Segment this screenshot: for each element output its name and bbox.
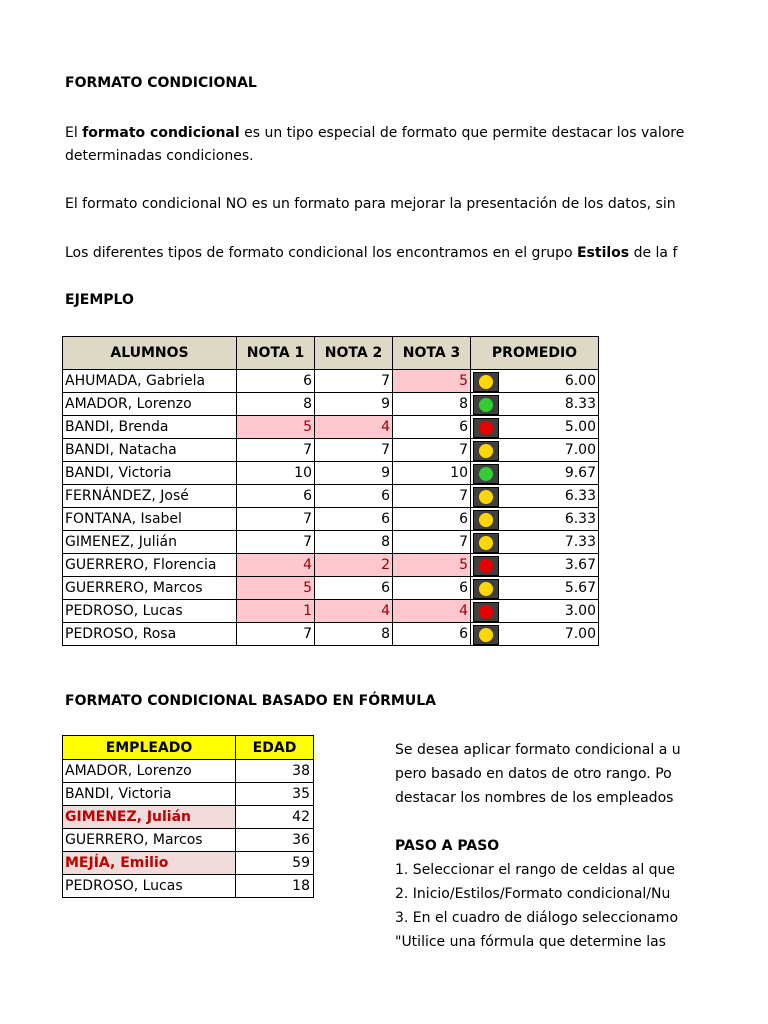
traffic-light-icon: [473, 556, 499, 576]
student-name-cell: PEDROSO, Rosa: [63, 623, 237, 646]
grade-cell: 6: [393, 416, 471, 439]
employee-name-cell: PEDROSO, Lucas: [63, 875, 236, 898]
grade-cell: 6: [393, 577, 471, 600]
average-value: 8.33: [564, 396, 596, 412]
green-light-icon: [479, 398, 493, 412]
average-value: 3.67: [564, 557, 596, 573]
red-light-icon: [479, 421, 493, 435]
table-row: [63, 485, 599, 508]
header-edad: EDAD: [236, 736, 314, 760]
average-cell: [471, 393, 599, 416]
table-row: [63, 508, 599, 531]
average-cell: [471, 508, 599, 531]
table-row: [63, 600, 599, 623]
grades-header-row: [63, 337, 599, 370]
average-cell: [471, 370, 599, 393]
employees-table: [62, 735, 314, 898]
paragraph-1-bold: formato condicional: [82, 125, 240, 141]
employee-name-cell: MEJÍA, Emilio: [63, 852, 236, 875]
employee-name-cell: GIMENEZ, Julián: [63, 806, 236, 829]
paragraph-3-post: de la f: [629, 245, 678, 261]
table-row: [63, 370, 599, 393]
header-alumnos: ALUMNOS: [63, 337, 237, 370]
grade-cell: 8: [315, 531, 393, 554]
grade-cell: 7: [393, 485, 471, 508]
student-name-cell: FONTANA, Isabel: [63, 508, 237, 531]
yellow-light-icon: [479, 536, 493, 550]
table-row: [63, 783, 314, 806]
paragraph-1-post: es un tipo especial de formato que permite destacar los valore: [239, 125, 685, 141]
table-row: [63, 554, 599, 577]
header-nota2: NOTA 2: [315, 337, 393, 370]
paragraph-2: El formato condicional NO es un formato para mejorar la presentación de los datos, sin: [65, 196, 676, 212]
student-name-cell: BANDI, Brenda: [63, 416, 237, 439]
paragraph-1-pre: El: [65, 125, 83, 141]
student-name-cell: PEDROSO, Lucas: [63, 600, 237, 623]
average-value: 7.33: [564, 534, 596, 550]
traffic-light-icon: [473, 418, 499, 438]
average-value: 6.33: [564, 511, 596, 527]
traffic-light-icon: [473, 510, 499, 530]
grade-cell: 5: [237, 416, 315, 439]
employee-age-cell: 38: [236, 760, 314, 783]
grade-cell: 4: [237, 554, 315, 577]
grade-cell: 6: [315, 485, 393, 508]
right-text-line-2: pero basado en datos de otro rango. Po: [395, 766, 672, 782]
employee-age-cell: 18: [236, 875, 314, 898]
average-value: 7.00: [564, 626, 596, 642]
step-3: 3. En el cuadro de diálogo seleccionamo: [395, 910, 679, 926]
employee-name-cell: AMADOR, Lorenzo: [63, 760, 236, 783]
traffic-light-icon: [473, 395, 499, 415]
header-nota3: NOTA 3: [393, 337, 471, 370]
average-value: 3.00: [564, 603, 596, 619]
grade-cell: 9: [315, 462, 393, 485]
average-value: 6.00: [564, 373, 596, 389]
average-cell: [471, 462, 599, 485]
average-cell: [471, 554, 599, 577]
grade-cell: 7: [315, 439, 393, 462]
employee-name-cell: BANDI, Victoria: [63, 783, 236, 806]
grade-cell: 7: [393, 531, 471, 554]
paragraph-1-line-2: determinadas condiciones.: [65, 148, 254, 164]
grade-cell: 10: [237, 462, 315, 485]
grade-cell: 7: [393, 439, 471, 462]
grade-cell: 5: [393, 554, 471, 577]
grade-cell: 4: [315, 600, 393, 623]
average-cell: [471, 623, 599, 646]
paragraph-1-line-1: [65, 124, 684, 142]
grade-cell: 6: [315, 577, 393, 600]
table-row: [63, 760, 314, 783]
employee-age-cell: 36: [236, 829, 314, 852]
header-promedio: PROMEDIO: [471, 337, 599, 370]
table-row: [63, 393, 599, 416]
grade-cell: 8: [237, 393, 315, 416]
average-cell: [471, 439, 599, 462]
table-row: [63, 875, 314, 898]
student-name-cell: GUERRERO, Marcos: [63, 577, 237, 600]
table-row: [63, 416, 599, 439]
student-name-cell: AHUMADA, Gabriela: [63, 370, 237, 393]
grade-cell: 8: [315, 623, 393, 646]
right-text-line-1: Se desea aplicar formato condicional a u: [395, 742, 681, 758]
table-row: [63, 439, 599, 462]
step-1: 1. Seleccionar el rango de celdas al que: [395, 862, 676, 878]
student-name-cell: BANDI, Natacha: [63, 439, 237, 462]
employee-age-cell: 42: [236, 806, 314, 829]
grade-cell: 7: [237, 439, 315, 462]
grades-table: [62, 336, 599, 646]
yellow-light-icon: [479, 375, 493, 389]
grade-cell: 6: [237, 485, 315, 508]
average-cell: [471, 577, 599, 600]
average-cell: [471, 485, 599, 508]
yellow-light-icon: [479, 444, 493, 458]
employee-name-cell: GUERRERO, Marcos: [63, 829, 236, 852]
grade-cell: 6: [237, 370, 315, 393]
grade-cell: 7: [315, 370, 393, 393]
right-text-line-3: destacar los nombres de los empleados: [395, 790, 674, 806]
grade-cell: 8: [393, 393, 471, 416]
student-name-cell: BANDI, Victoria: [63, 462, 237, 485]
table-row: [63, 462, 599, 485]
grade-cell: 7: [237, 623, 315, 646]
student-name-cell: AMADOR, Lorenzo: [63, 393, 237, 416]
header-nota1: NOTA 1: [237, 337, 315, 370]
yellow-light-icon: [479, 513, 493, 527]
grade-cell: 9: [315, 393, 393, 416]
student-name-cell: GIMENEZ, Julián: [63, 531, 237, 554]
student-name-cell: GUERRERO, Florencia: [63, 554, 237, 577]
average-value: 6.33: [564, 488, 596, 504]
yellow-light-icon: [479, 582, 493, 596]
page-title: FORMATO CONDICIONAL: [65, 75, 257, 91]
average-value: 5.67: [564, 580, 596, 596]
traffic-light-icon: [473, 441, 499, 461]
traffic-light-icon: [473, 464, 499, 484]
average-cell: [471, 600, 599, 623]
average-value: 9.67: [564, 465, 596, 481]
student-name-cell: FERNÁNDEZ, José: [63, 485, 237, 508]
paragraph-3-bold: Estilos: [576, 245, 630, 261]
grade-cell: 1: [237, 600, 315, 623]
table-row: [63, 577, 599, 600]
average-cell: [471, 531, 599, 554]
yellow-light-icon: [479, 628, 493, 642]
formula-heading: FORMATO CONDICIONAL BASADO EN FÓRMULA: [65, 693, 436, 709]
average-value: 7.00: [564, 442, 596, 458]
traffic-light-icon: [473, 579, 499, 599]
traffic-light-icon: [473, 372, 499, 392]
paragraph-3-pre: Los diferentes tipos de formato condicional los encontramos en el grupo: [65, 245, 577, 261]
grade-cell: 6: [315, 508, 393, 531]
paso-a-paso-heading: PASO A PASO: [395, 838, 500, 854]
step-4: "Utilice una fórmula que determine las: [395, 934, 666, 950]
table-row: [63, 852, 314, 875]
grade-cell: 5: [237, 577, 315, 600]
grade-cell: 5: [393, 370, 471, 393]
traffic-light-icon: [473, 602, 499, 622]
green-light-icon: [479, 467, 493, 481]
traffic-light-icon: [473, 487, 499, 507]
employees-header-row: [63, 736, 314, 760]
grade-cell: 10: [393, 462, 471, 485]
paragraph-3: [65, 244, 677, 262]
employee-age-cell: 59: [236, 852, 314, 875]
employee-age-cell: 35: [236, 783, 314, 806]
traffic-light-icon: [473, 533, 499, 553]
table-row: [63, 806, 314, 829]
table-row: [63, 623, 599, 646]
table-row: [63, 829, 314, 852]
red-light-icon: [479, 605, 493, 619]
table-row: [63, 531, 599, 554]
yellow-light-icon: [479, 490, 493, 504]
example-heading: EJEMPLO: [65, 292, 134, 308]
grade-cell: 4: [315, 416, 393, 439]
grade-cell: 2: [315, 554, 393, 577]
grade-cell: 7: [237, 531, 315, 554]
average-cell: [471, 416, 599, 439]
grade-cell: 6: [393, 623, 471, 646]
traffic-light-icon: [473, 625, 499, 645]
step-2: 2. Inicio/Estilos/Formato condicional/Nu: [395, 886, 671, 902]
grade-cell: 6: [393, 508, 471, 531]
grade-cell: 7: [237, 508, 315, 531]
average-value: 5.00: [564, 419, 596, 435]
red-light-icon: [479, 559, 493, 573]
header-empleado: EMPLEADO: [63, 736, 236, 760]
grade-cell: 4: [393, 600, 471, 623]
